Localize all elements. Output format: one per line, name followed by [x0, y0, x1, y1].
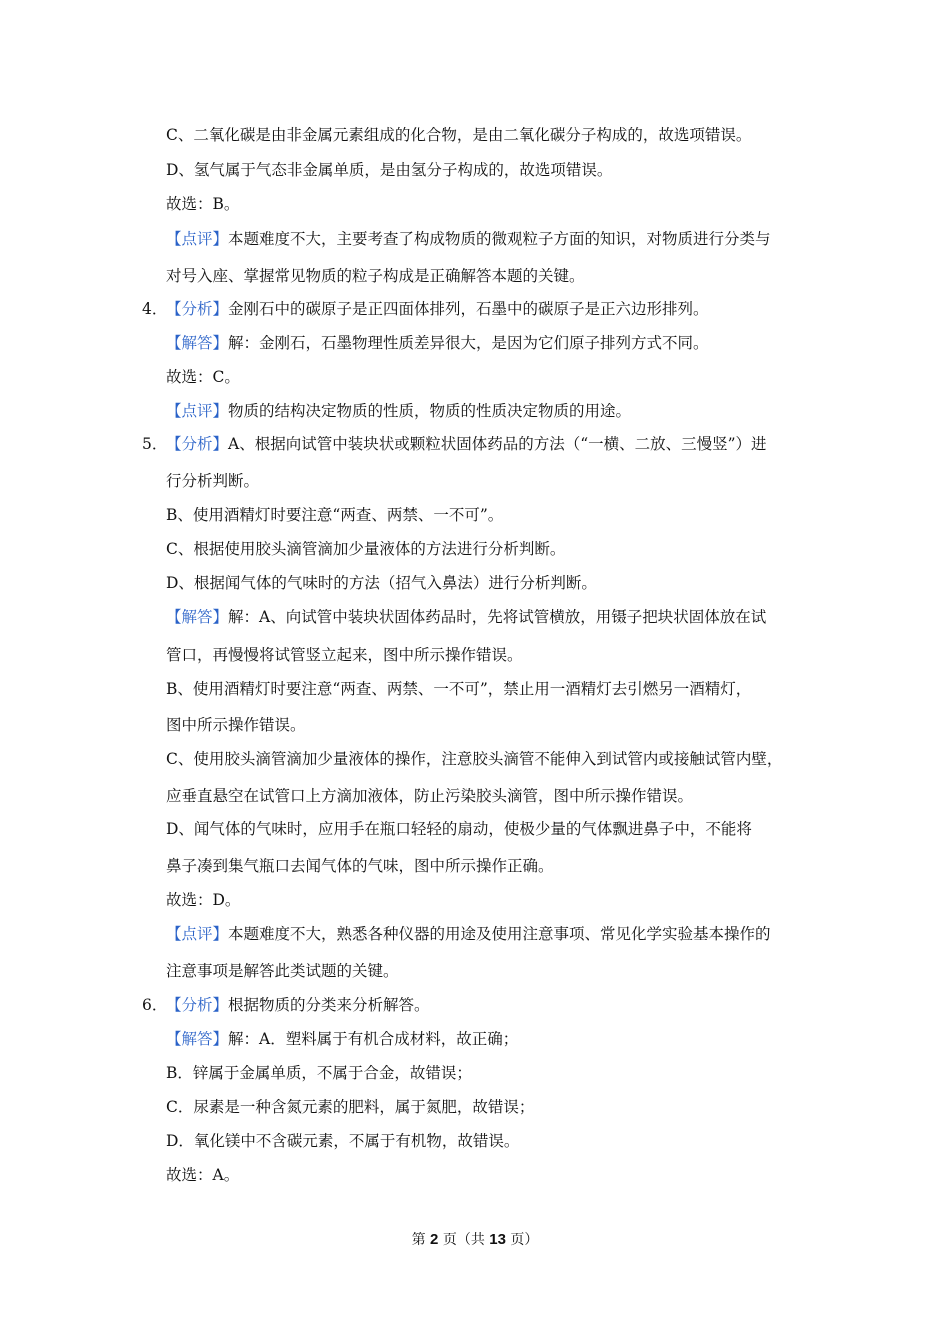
section-tag: 【解答】 [166, 608, 229, 626]
text-line [166, 434, 767, 454]
line-text: 故选：B。 [166, 195, 240, 213]
footer-suffix: 页） [510, 1232, 539, 1248]
line-text: 鼻子凑到集气瓶口去闻气体的气味，图中所示操作正确。 [166, 857, 554, 875]
text-line [166, 266, 585, 286]
text-line [166, 856, 554, 876]
line-text: 解：A．塑料属于有机合成材料，故正确； [228, 1030, 519, 1048]
line-text: 本题难度不大，熟悉各种仪器的用途及使用注意事项、常见化学实验基本操作的 [228, 925, 771, 943]
text-line [166, 573, 597, 593]
section-tag: 【解答】 [166, 334, 229, 352]
text-line [166, 401, 631, 421]
text-line [166, 715, 306, 735]
section-tag: 【分析】 [166, 435, 229, 453]
text-line [166, 1029, 518, 1049]
text-line [166, 786, 693, 806]
text-line [166, 333, 709, 353]
line-text: 图中所示操作错误。 [166, 716, 306, 734]
text-line [166, 1131, 519, 1151]
line-text: 故选：D。 [166, 891, 241, 909]
text-line [166, 607, 766, 627]
line-text: D、氢气属于气态非金属单质，是由氢分子构成的，故选项错误。 [166, 161, 613, 179]
footer-total-pages: 13 [489, 1231, 506, 1248]
text-line [166, 160, 612, 180]
text-line [166, 890, 240, 910]
line-text: 注意事项是解答此类试题的关键。 [166, 962, 399, 980]
text-line [166, 645, 523, 665]
line-text: 物质的结构决定物质的性质，物质的性质决定物质的用途。 [228, 402, 632, 420]
section-tag: 【解答】 [166, 1030, 229, 1048]
line-text: 金刚石中的碳原子是正四面体排列，石墨中的碳原子是正六边形排列。 [228, 300, 709, 318]
text-line [166, 924, 771, 944]
line-text: D、根据闻气体的气味时的方法（招气入鼻法）进行分析判断。 [166, 574, 597, 592]
footer-page-number: 2 [430, 1231, 439, 1248]
line-text: 根据物质的分类来分析解答。 [228, 996, 430, 1014]
text-line [166, 299, 709, 319]
line-text: 行分析判断。 [166, 472, 260, 490]
section-tag: 【点评】 [166, 230, 229, 248]
text-line [166, 1165, 239, 1185]
line-text: 解：金刚石，石墨物理性质差异很大，是因为它们原子排列方式不同。 [228, 334, 709, 352]
line-text: B、使用酒精灯时要注意“两查、两禁、一不可”，禁止用一酒精灯去引燃另一酒精灯， [166, 680, 752, 698]
footer-mid: 页（共 [442, 1232, 485, 1248]
text-line [166, 125, 751, 145]
page-footer [0, 1230, 950, 1250]
line-text: 故选：C。 [166, 368, 240, 386]
line-text: D．氧化镁中不含碳元素，不属于有机物，故错误。 [166, 1132, 520, 1150]
text-line [166, 505, 503, 525]
line-text: D、闻气体的气味时，应用手在瓶口轻轻的扇动，使极少量的气体飘进鼻子中，不能将 [166, 820, 752, 838]
line-text: A、根据向试管中装块状或颗粒状固体药品的方法（“一横、二放、三慢竖”）进 [228, 435, 767, 453]
line-text: 应垂直悬空在试管口上方滴加液体，防止污染胶头滴管，图中所示操作错误。 [166, 787, 694, 805]
line-text: 对号入座、掌握常见物质的粒子构成是正确解答本题的关键。 [166, 267, 585, 285]
question-number: 4． [142, 300, 168, 318]
line-text: 解：A、向试管中装块状固体药品时，先将试管横放，用镊子把块状固体放在试 [228, 608, 767, 626]
text-line [166, 679, 751, 699]
line-text: C．尿素是一种含氮元素的肥料，属于氮肥，故错误； [166, 1098, 535, 1116]
line-text: 故选：A。 [166, 1166, 240, 1184]
line-text: C、二氧化碳是由非金属元素组成的化合物，是由二氧化碳分子构成的，故选项错误。 [166, 126, 752, 144]
section-tag: 【分析】 [166, 996, 229, 1014]
text-line [166, 229, 771, 249]
text-line [166, 367, 240, 387]
text-line [166, 1063, 472, 1083]
line-text: 本题难度不大，主要考查了构成物质的微观粒子方面的知识，对物质进行分类与 [228, 230, 771, 248]
line-text: C、根据使用胶头滴管滴加少量液体的方法进行分析判断。 [166, 540, 566, 558]
footer-prefix: 第 [411, 1232, 426, 1248]
line-text: B．锌属于金属单质，不属于合金，故错误； [166, 1064, 472, 1082]
text-line [166, 819, 752, 839]
section-tag: 【点评】 [166, 925, 229, 943]
line-text: B、使用酒精灯时要注意“两查、两禁、一不可”。 [166, 506, 504, 524]
text-line [166, 995, 430, 1015]
question-number: 6． [142, 996, 168, 1014]
text-line [166, 749, 782, 769]
text-line [166, 471, 259, 491]
text-line [166, 961, 399, 981]
text-line [166, 194, 239, 214]
text-line [166, 1097, 534, 1117]
text-line [166, 539, 565, 559]
line-text: 管口，再慢慢将试管竖立起来，图中所示操作错误。 [166, 646, 523, 664]
section-tag: 【点评】 [166, 402, 229, 420]
section-tag: 【分析】 [166, 300, 229, 318]
question-number: 5． [142, 435, 168, 453]
line-text: C、使用胶头滴管滴加少量液体的操作，注意胶头滴管不能伸入到试管内或接触试管内壁， [166, 750, 783, 768]
